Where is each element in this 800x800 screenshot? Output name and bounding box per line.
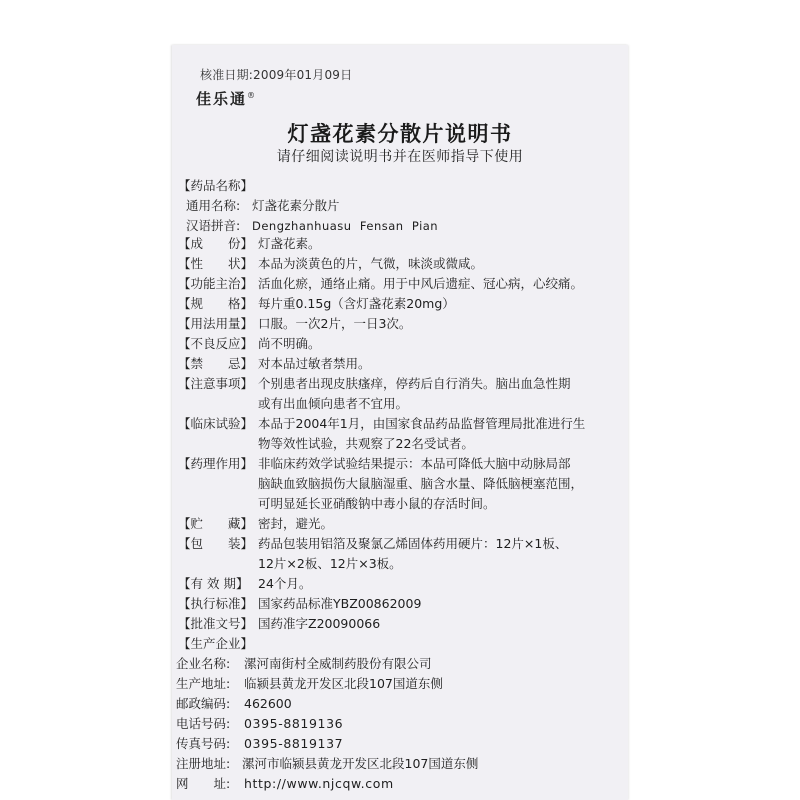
pinyin-label: 汉语拼音: xyxy=(186,218,241,233)
brand-logo xyxy=(196,88,255,109)
registered-address-label: 注册地址: xyxy=(176,756,231,771)
brand-name: 佳乐通 xyxy=(196,90,248,108)
adverse-reactions-value: 尚不明确。 xyxy=(258,336,321,351)
dosage-value: 口服。一次2片，一日3次。 xyxy=(258,316,412,331)
pharmacology-line-1: 非临床药效学试验结果提示：本品可降低大脑中动脉局部 xyxy=(258,456,571,471)
precautions-label: 【注意事项】 xyxy=(178,376,254,391)
standard-value: 国家药品标准YBZ00862009 xyxy=(258,596,422,611)
postcode-value: 462600 xyxy=(244,696,292,711)
validity-value: 24个月。 xyxy=(258,576,312,591)
pharmacology-line-2: 脑缺血致脑损伤大鼠脑湿重、脑含水量、降低脑梗塞范围， xyxy=(258,476,584,491)
fax-label: 传真号码: xyxy=(176,736,231,751)
common-name-value: 灯盏花素分散片 xyxy=(252,198,340,213)
clinical-trials-line-2: 物等效性试验，共观察了22名受试者。 xyxy=(258,436,474,451)
company-name-value: 漯河南街村全威制药股份有限公司 xyxy=(244,656,432,671)
registered-mark: ® xyxy=(247,91,256,100)
clinical-trials-label: 【临床试验】 xyxy=(178,416,254,431)
contraindications-label: 【禁 忌】 xyxy=(178,356,254,371)
document-title: 灯盏花素分散片说明书 xyxy=(287,122,513,146)
drug-name-header: 【药品名称】 xyxy=(178,178,254,193)
pharmacology-label: 【药理作用】 xyxy=(178,456,254,471)
contraindications-value: 对本品过敏者禁用。 xyxy=(258,356,371,371)
company-name-label: 企业名称: xyxy=(176,656,231,671)
pharmacology-line-3: 可明显延长亚硝酸钠中毒小鼠的存活时间。 xyxy=(258,496,496,511)
postcode-label: 邮政编码: xyxy=(176,696,231,711)
fax-value: 0395-8819137 xyxy=(244,736,344,751)
precautions-line-1: 个别患者出现皮肤瘙痒，停药后自行消失。脑出血急性期 xyxy=(258,376,571,391)
specification-label: 【规 格】 xyxy=(178,296,254,311)
standard-label: 【执行标准】 xyxy=(178,596,254,611)
phone-label: 电话号码: xyxy=(176,716,231,731)
registered-address-value: 漯河市临颍县黄龙开发区北段107国道东侧 xyxy=(242,756,479,771)
packaging-line-2: 12片×2板、12片×3板。 xyxy=(258,556,402,571)
precautions-line-2: 或有出血倾向患者不宜用。 xyxy=(258,396,409,411)
ingredients-value: 灯盏花素。 xyxy=(258,236,321,251)
indications-value: 活血化瘀，通络止痛。用于中风后遗症、冠心病，心绞痛。 xyxy=(258,276,584,291)
website-value[interactable]: http://www.njcqw.com xyxy=(244,776,394,791)
specification-value: 每片重0.15g（含灯盏花素20mg） xyxy=(258,296,455,311)
approval-date: 核准日期:2009年01月09日 xyxy=(200,68,353,82)
phone-value: 0395-8819136 xyxy=(244,716,344,731)
adverse-reactions-label: 【不良反应】 xyxy=(178,336,254,351)
storage-value: 密封，避光。 xyxy=(258,516,334,531)
pinyin-value: Dengzhanhuasu Fensan Pian xyxy=(252,219,439,233)
approval-number-label: 【批准文号】 xyxy=(178,616,254,631)
common-name-label: 通用名称: xyxy=(186,198,241,213)
ingredients-label: 【成 份】 xyxy=(178,236,254,251)
clinical-trials-line-1: 本品于2004年1月，由国家食品药品监督管理局批准进行生 xyxy=(258,416,586,431)
production-address-label: 生产地址: xyxy=(176,676,231,691)
document-subtitle: 请仔细阅读说明书并在医师指导下使用 xyxy=(276,149,524,165)
packaging-line-1: 药品包装用铝箔及聚氯乙烯固体药用硬片：12片×1板、 xyxy=(258,536,568,551)
approval-number-value: 国药准字Z20090066 xyxy=(258,616,381,631)
description-value: 本品为淡黄色的片，气微，味淡或微咸。 xyxy=(258,256,484,271)
packaging-label: 【包 装】 xyxy=(178,536,254,551)
description-label: 【性 状】 xyxy=(178,256,254,271)
validity-label: 【有 效 期】 xyxy=(178,576,249,591)
indications-label: 【功能主治】 xyxy=(178,276,254,291)
storage-label: 【贮 藏】 xyxy=(178,516,254,531)
production-address-value: 临颍县黄龙开发区北段107国道东侧 xyxy=(244,676,443,691)
dosage-label: 【用法用量】 xyxy=(178,316,254,331)
manufacturer-header: 【生产企业】 xyxy=(178,636,254,651)
website-label: 网 址: xyxy=(176,776,231,791)
